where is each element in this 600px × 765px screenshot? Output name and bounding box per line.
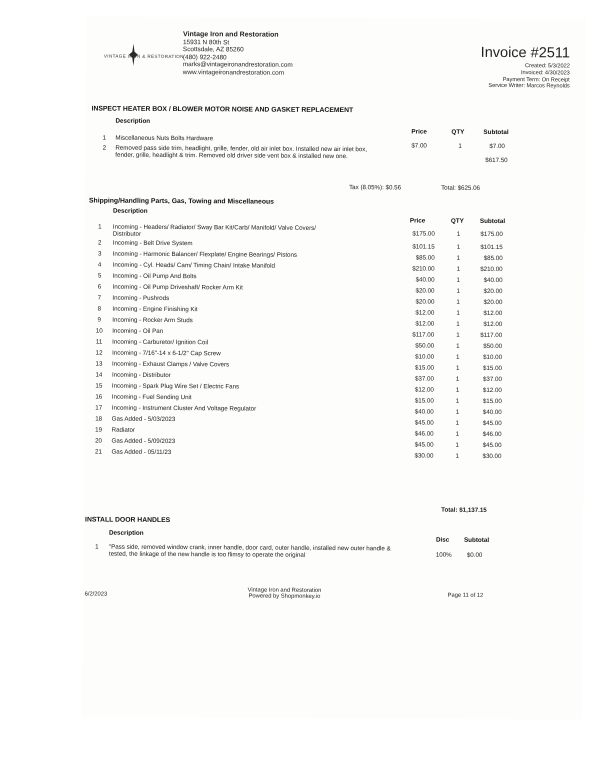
s1-row2-num: 2 (102, 144, 107, 152)
s2-row3-qty: 1 (456, 243, 461, 251)
s2-row1-price: $175.00 (412, 230, 435, 238)
s1-row1-price: $7.00 (411, 142, 427, 150)
s2-row9-subtotal: $12.00 (483, 309, 503, 318)
company-info (183, 31, 293, 77)
footer-date: 6/2/2023 (84, 591, 108, 598)
footer-company: Vintage Iron and Restoration (247, 587, 322, 594)
section2-col-subtotal: Subtotal (479, 217, 506, 226)
s2-row19-desc: Radiator (111, 426, 136, 434)
s1-row1-qty: 1 (458, 142, 462, 150)
s2-row17-qty: 1 (455, 397, 460, 405)
s2-row15-price: $37.00 (414, 375, 434, 383)
section1-title: INSPECT HEATER BOX / BLOWER MOTOR NOISE AND GASKET REPLACEMENT (91, 105, 354, 115)
s2-row8-desc: Incoming - Engine Finishing Kit (112, 305, 198, 314)
s2-row13-num: 13 (95, 360, 103, 368)
s2-total: Total: $1,137.15 (441, 506, 487, 514)
s2-row16-subtotal: $12.00 (482, 386, 502, 395)
s2-row6-desc: Incoming - Oil Pump Driveshaft/ Rocker Arm Kit (112, 283, 243, 292)
footer-center (248, 587, 322, 599)
s2-row5-qty: 1 (456, 265, 461, 273)
s2-row3-subtotal: $101.15 (480, 243, 503, 252)
s2-row10-price: $12.00 (415, 320, 435, 328)
section2-title: Shipping/Handling Parts, Gas, Towing and Miscellaneous (88, 197, 274, 206)
s2-row7-qty: 1 (456, 287, 460, 295)
s2-row7-desc: Incoming - Pushrods (112, 294, 170, 302)
s2-row21-subtotal: $45.00 (482, 441, 502, 450)
s2-row1-num: 1 (98, 223, 102, 231)
s2-row12-price: $50.00 (415, 342, 435, 350)
company-phone: (480) 922-2480 (182, 53, 227, 62)
s2-row17-num: 17 (95, 404, 103, 412)
s2-row5-num: 5 (97, 272, 102, 280)
s2-row10-subtotal: $12.00 (483, 320, 503, 329)
section2-col-description: Description (112, 207, 148, 215)
s2-row12-num: 12 (95, 349, 103, 357)
s1-row1-num: 1 (102, 134, 107, 142)
s2-row8-subtotal: $20.00 (483, 298, 503, 307)
s2-row4-num: 4 (97, 261, 102, 269)
s2-row5-subtotal: $210.00 (480, 265, 503, 274)
s2-row10-num: 10 (95, 327, 103, 335)
created-date: Created: 5/3/2022 (525, 63, 570, 70)
s2-row6-subtotal: $40.00 (483, 276, 503, 285)
s2-row20-qty: 1 (455, 430, 460, 438)
s2-row13-subtotal: $10.00 (483, 353, 503, 362)
section1-col-subtotal: Subtotal (483, 128, 509, 137)
s2-row22-qty: 1 (455, 452, 459, 460)
s2-row5-desc: Incoming - Oil Pump And Bolts (112, 272, 197, 281)
s2-row15-desc: Incoming - Spark Plug Wire Set / Electric Fans (111, 382, 240, 391)
s2-row16-num: 16 (95, 393, 103, 401)
s2-row3-desc: Incoming - Harmonic Balancer/ Flexplate/ Engine Bearings/ Pistons (112, 250, 298, 259)
s2-row14-qty: 1 (455, 364, 460, 372)
s2-row15-qty: 1 (455, 375, 460, 383)
s2-row11-price: $117.00 (412, 331, 435, 339)
s1-tax: Tax (8.05%): $0.56 (349, 184, 402, 192)
s2-row12-subtotal: $50.00 (483, 342, 503, 351)
s2-row8-price: $20.00 (415, 298, 435, 306)
s2-row6-price: $40.00 (415, 276, 435, 284)
s2-row4-subtotal: $85.00 (483, 254, 503, 263)
s2-row9-num: 9 (97, 316, 102, 324)
s2-row18-num: 18 (95, 415, 103, 423)
s2-row14-num: 14 (95, 371, 103, 379)
s2-row14-price: $15.00 (415, 364, 435, 372)
s2-row1-subtotal: $175.00 (480, 230, 503, 239)
s2-row9-desc: Incoming - Rocker Arm Studs (112, 316, 193, 325)
s2-row3-num: 3 (97, 250, 102, 258)
s3-row1-subtotal: $0.00 (466, 551, 483, 559)
s2-row10-desc: Incoming - Oil Pan (112, 327, 164, 335)
section3-col-subtotal: Subtotal (463, 536, 490, 544)
footer-page: Page 11 of 12 (447, 592, 484, 599)
section2-col-price: Price (409, 217, 426, 225)
s2-row1-desc: Incoming - Headers/ Radiator/ Sway Bar Kit/Carb/ Manifold/ Valve Covers/ (112, 223, 316, 232)
s2-row16-price: $12.00 (414, 386, 434, 394)
s2-row2-desc: Incoming - Belt Drive System (112, 239, 193, 248)
s2-row11-num: 11 (95, 338, 103, 346)
s2-row1-qty: 1 (456, 230, 461, 238)
s2-row20-subtotal: $46.00 (482, 430, 502, 439)
s2-row14-subtotal: $15.00 (483, 364, 503, 373)
s2-row21-desc: Gas Added - 05/11/23 (111, 448, 172, 457)
s2-row18-price: $40.00 (414, 408, 434, 416)
company-street: 15931 N 80th St (182, 38, 230, 46)
s2-row9-qty: 1 (456, 309, 460, 317)
s1-row1-desc: Miscellaneous Nuts Bolts Hardware (115, 134, 214, 143)
s2-row22-price: $30.00 (414, 452, 434, 460)
s1-row2-subtotal: $617.50 (485, 156, 508, 165)
section1-col-price: Price (411, 128, 427, 136)
s2-row19-qty: 1 (455, 419, 460, 427)
s2-row12-qty: 1 (456, 342, 460, 350)
s2-row4-qty: 1 (456, 254, 461, 262)
s2-row15-num: 15 (95, 382, 103, 390)
s2-row19-subtotal: $45.00 (482, 419, 502, 428)
s2-row16-desc: Incoming - Fuel Sending Unit (111, 393, 192, 402)
s2-row3-price: $101.15 (412, 243, 435, 251)
s2-row7-price: $20.00 (415, 287, 435, 295)
s2-row10-qty: 1 (456, 320, 460, 328)
s2-row12-desc: Incoming - 7/16"-14 x 6-1/2" Cap Screw (112, 349, 221, 358)
s2-row6-qty: 1 (456, 276, 461, 284)
s2-row18-qty: 1 (455, 408, 460, 416)
s2-row18-desc: Gas Added - 5/03/2023 (111, 415, 176, 424)
s2-row13-desc: Incoming - Exhaust Clamps / Valve Covers (111, 360, 230, 369)
s2-row5-price: $210.00 (412, 265, 435, 273)
s3-row1-desc: "Pass side, removed window crank, inner handle, door card, outer handle, installed new outer handle & tested, the linkage of the new handle is too flimsy to operate the original (108, 543, 391, 559)
s2-row8-qty: 1 (456, 298, 460, 306)
logo-text: VINTAGE IRON & RESTORATION (103, 53, 184, 60)
s2-row7-subtotal: $20.00 (483, 287, 503, 296)
payment-term: Payment Term: On Receipt (502, 76, 570, 84)
section1-col-description: Description (115, 117, 151, 125)
section3-col-disc: Disc (435, 536, 450, 544)
s2-row21-price: $45.00 (414, 441, 434, 449)
s2-row16-qty: 1 (455, 386, 460, 394)
s2-row13-qty: 1 (456, 353, 460, 361)
s2-row21-num: 21 (95, 448, 102, 456)
company-website: www.vintageironandrestoration.com (182, 69, 285, 77)
s1-row1-subtotal: $7.00 (489, 142, 505, 151)
s2-row21-qty: 1 (455, 441, 460, 449)
s2-row11-desc: Incoming - Carburetor/ Ignition Coil (112, 338, 209, 347)
company-name: Vintage Iron and Restoration (183, 31, 279, 39)
s2-row6-num: 6 (97, 283, 102, 291)
s2-row4-desc: Incoming - Cyl. Heads/ Cam/ Timing Chain/ Intake Manifold (112, 261, 275, 270)
s2-row2-num: 2 (98, 239, 102, 247)
s2-row7-num: 7 (97, 294, 102, 302)
invoice-sheet (82, 16, 586, 719)
service-writer: Service Writer: Marcos Reynolds (488, 83, 570, 90)
footer-powered: Powered by Shopmonkey.io (248, 593, 321, 600)
s2-row4-price: $85.00 (415, 254, 435, 262)
s2-row9-price: $12.00 (415, 309, 435, 317)
section2-col-qty: QTY (450, 217, 464, 225)
s2-row14-desc: Incoming - Distributor (111, 371, 171, 380)
s2-row13-price: $10.00 (415, 353, 435, 361)
company-email: marks@vintageironandrestoration.com (182, 61, 293, 70)
s2-row17-price: $15.00 (414, 397, 434, 405)
s2-row22-subtotal: $30.00 (482, 452, 502, 461)
s1-row2-desc: Removed pass side trim, headlight, grille, fender, old air inlet box. Installed new air inlet box, fender, grille, headlight & trim. Removed old driver side vent box & installed new one. (115, 144, 368, 161)
s2-row15-subtotal: $37.00 (482, 375, 502, 384)
section3-col-description: Description (108, 529, 144, 537)
s3-row1-num: 1 (95, 543, 99, 551)
s2-row17-desc: Incoming - Instrument Cluster And Voltage Regulator (111, 404, 257, 413)
s2-row20-num: 20 (95, 437, 103, 445)
s2-row11-qty: 1 (456, 331, 460, 339)
s2-row19-price: $45.00 (414, 419, 434, 427)
s1-total: Total: $625.06 (441, 184, 480, 192)
s2-row19-num: 19 (95, 426, 103, 434)
invoice-title: Invoice #2511 (480, 44, 570, 62)
s2-row8-num: 8 (97, 305, 102, 313)
s2-row11-subtotal: $117.00 (480, 331, 503, 340)
s2-row20-price: $46.00 (414, 430, 434, 438)
s2-row1-desc-line2: Distributor (112, 230, 142, 238)
invoiced-date: Invoiced: 4/30/2023 (520, 69, 570, 77)
section3-title: INSTALL DOOR HANDLES (85, 516, 171, 525)
s2-row17-subtotal: $15.00 (482, 397, 502, 406)
s2-row18-subtotal: $40.00 (482, 408, 502, 417)
invoice-meta (488, 63, 570, 91)
company-city: Scottsdale, AZ 85260 (182, 46, 244, 54)
s3-row1-disc: 100% (435, 551, 452, 559)
section1-col-qty: QTY (451, 128, 465, 136)
s2-row20-desc: Gas Added - 5/09/2023 (111, 437, 176, 446)
